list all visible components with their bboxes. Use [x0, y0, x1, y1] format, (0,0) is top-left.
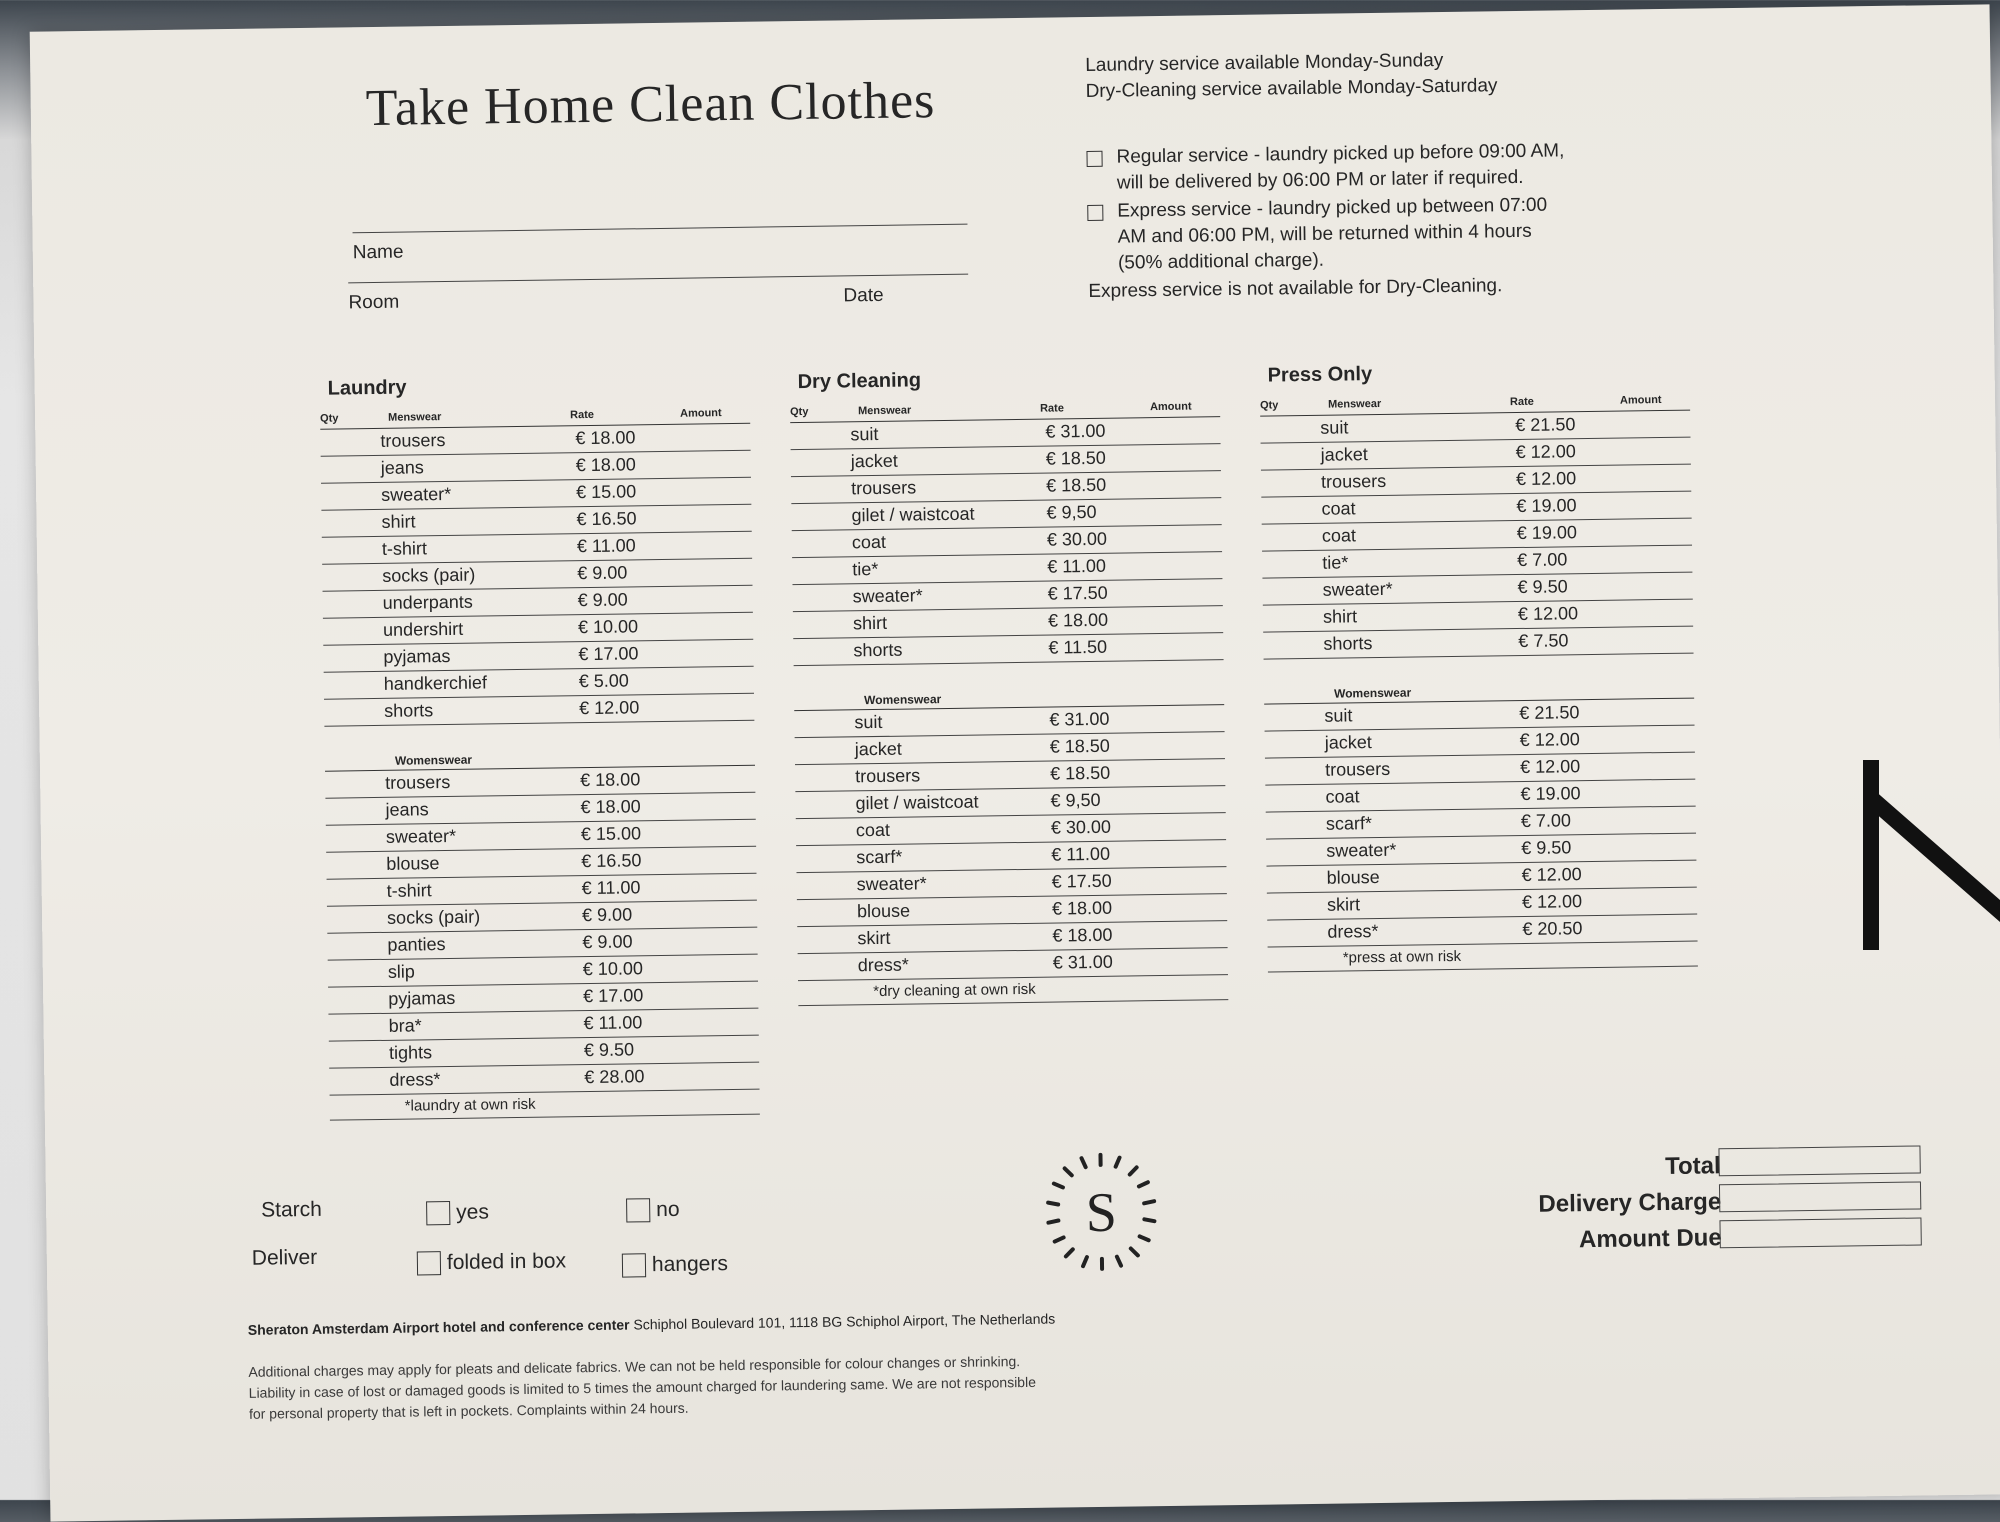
name-label: Name: [353, 242, 404, 265]
item-rate: € 9.00: [577, 562, 627, 584]
item-rate: € 5.00: [579, 670, 629, 692]
item-name: shirt: [381, 511, 415, 532]
logo-letter: S: [1085, 1182, 1117, 1244]
laundry-menswear-list: [320, 424, 754, 727]
starch-yes-label: yes: [456, 1200, 489, 1224]
item-name: gilet / waistcoat: [851, 504, 974, 527]
item-name: blouse: [386, 853, 439, 875]
amount-due-field[interactable]: [1719, 1217, 1921, 1248]
amount-due-label: Amount Due: [1579, 1224, 1722, 1254]
item-name: suit: [850, 424, 878, 445]
item-name: jacket: [855, 739, 902, 761]
item-name: sweater*: [386, 826, 456, 848]
amount-due-row: [1421, 1217, 1921, 1260]
item-name: sweater*: [1322, 579, 1392, 601]
rate-header: Rate: [1040, 402, 1064, 414]
item-rate: € 9.50: [1517, 576, 1567, 598]
laundry-section: [320, 372, 760, 1121]
item-name: sweater*: [381, 484, 451, 506]
item-rate: € 11.00: [577, 535, 636, 557]
regular-service-line2: will be delivered by 06:00 PM or later if required.: [1117, 163, 1647, 196]
item-rate: € 28.00: [584, 1066, 644, 1088]
express-service-line1: Express service - laundry picked up between 07:00: [1117, 191, 1647, 224]
item-name: panties: [387, 934, 445, 956]
express-service-note: Express service is not available for Dry-Cleaning.: [1088, 271, 1648, 305]
item-rate: € 12.00: [1516, 468, 1576, 490]
item-rate: € 18.00: [1052, 898, 1112, 920]
item-name: dress*: [858, 955, 909, 977]
item-rate: € 18.50: [1046, 448, 1106, 470]
item-rate: € 18.00: [580, 769, 640, 791]
item-name: coat: [1325, 786, 1359, 807]
dry-cleaning-footnote-row: [798, 975, 1228, 1006]
item-name: dress*: [1327, 921, 1378, 943]
background-mark-icon: [1855, 760, 2000, 960]
item-rate: € 9,50: [1046, 502, 1096, 524]
item-name: scarf*: [1326, 813, 1372, 835]
item-rate: € 18.00: [1052, 925, 1112, 947]
express-service-line2: AM and 06:00 PM, will be returned within 4 hours: [1117, 217, 1647, 250]
dry-cleaning-availability: Dry-Cleaning service available Monday-Saturday: [1085, 73, 1497, 105]
item-name: trousers: [1325, 759, 1390, 781]
item-rate: € 19.00: [1517, 522, 1577, 544]
menswear-header: Menswear: [388, 411, 441, 424]
item-rate: € 9.50: [1521, 837, 1571, 859]
item-rate: € 17.00: [583, 985, 643, 1007]
laundry-footnote-row: [330, 1090, 760, 1121]
item-name: pyjamas: [388, 988, 455, 1010]
item-name: tie*: [852, 559, 878, 580]
item-rate: € 18.00: [576, 454, 636, 476]
item-rate: € 31.00: [1045, 421, 1105, 443]
item-rate: € 11.00: [582, 877, 641, 899]
item-name: socks (pair): [382, 565, 475, 587]
item-rate: € 11.50: [1048, 637, 1107, 659]
delivery-charge-field[interactable]: [1719, 1181, 1921, 1212]
regular-service-checkbox[interactable]: [1086, 151, 1102, 167]
item-name: shirt: [1323, 606, 1357, 627]
total-label: Total: [1665, 1152, 1721, 1181]
room-label: Room: [348, 292, 399, 315]
item-rate: € 11.00: [1051, 844, 1110, 866]
item-rate: € 31.00: [1053, 952, 1113, 974]
regular-service-line1: Regular service - laundry picked up before 09:00 AM,: [1116, 137, 1646, 170]
item-rate: € 9.00: [582, 931, 632, 953]
deliver-label: Deliver: [252, 1246, 318, 1271]
amount-header: Amount: [1150, 401, 1192, 414]
express-service-option: [1087, 191, 1648, 277]
item-name: trousers: [855, 765, 920, 787]
item-name: tights: [389, 1042, 432, 1064]
delivery-charge-label: Delivery Charge: [1538, 1188, 1721, 1219]
qty-header: Qty: [320, 412, 339, 424]
item-rate: € 7.50: [1518, 630, 1568, 652]
disclaimer-line: for personal property that is left in pockets. Complaints within 24 hours.: [249, 1388, 1369, 1425]
item-rate: € 17.50: [1047, 583, 1107, 605]
dry-cleaning-footnote: *dry cleaning at own risk: [873, 981, 1036, 1000]
item-name: suit: [1320, 417, 1348, 438]
disclaimer-line: Liability in case of lost or damaged goods is limited to 5 times the amount charged for laundering same. We are not responsible: [249, 1367, 1369, 1404]
item-rate: € 9.50: [584, 1039, 634, 1061]
item-rate: € 19.00: [1520, 783, 1580, 805]
hotel-name: Sheraton Amsterdam Airport hotel and conference center: [248, 1317, 630, 1338]
deliver-folded-option[interactable]: [417, 1249, 566, 1275]
amount-header: Amount: [1620, 394, 1662, 407]
item-rate: € 17.50: [1052, 871, 1112, 893]
item-name: sweater*: [857, 873, 927, 895]
item-rate: € 21.50: [1519, 702, 1579, 724]
item-name: shorts: [1323, 633, 1372, 655]
item-name: coat: [1321, 498, 1355, 519]
item-name: coat: [1322, 525, 1356, 546]
item-name: suit: [1324, 705, 1352, 726]
date-label: Date: [843, 285, 883, 308]
item-rate: € 18.50: [1050, 736, 1110, 758]
dry-cleaning-section: [790, 365, 1229, 1006]
item-name: handkerchief: [384, 672, 487, 694]
item-name: skirt: [1327, 894, 1360, 915]
item-name: gilet / waistcoat: [855, 792, 978, 815]
item-rate: € 12.00: [1516, 441, 1576, 463]
item-name: pyjamas: [383, 646, 450, 668]
item-name: jacket: [851, 451, 898, 473]
item-rate: € 12.00: [1520, 729, 1580, 751]
starch-yes-option[interactable]: [426, 1200, 489, 1225]
item-name: shirt: [853, 613, 887, 634]
disclaimer: [248, 1346, 1369, 1425]
starch-no-option[interactable]: [626, 1198, 680, 1223]
rate-header: Rate: [570, 409, 594, 421]
dry-cleaning-womenswear-list: [794, 705, 1228, 981]
laundry-womenswear-list: [325, 766, 759, 1096]
item-name: bra*: [388, 1015, 421, 1036]
item-rate: € 11.00: [583, 1012, 642, 1034]
item-rate: € 30.00: [1051, 817, 1111, 839]
totals-box: [1420, 1145, 1921, 1260]
disclaimer-line: Additional charges may apply for pleats and delicate fabrics. We can not be held responsible for colour changes or shrinking.: [248, 1346, 1368, 1383]
menswear-header: Menswear: [1328, 398, 1381, 411]
laundry-footnote: *laundry at own risk: [405, 1096, 536, 1115]
item-rate: € 9.00: [582, 904, 632, 926]
item-rate: € 20.50: [1522, 918, 1582, 940]
laundry-form: [30, 4, 2000, 1521]
item-rate: € 18.50: [1046, 475, 1106, 497]
qty-header: Qty: [790, 406, 809, 418]
item-name: dress*: [389, 1069, 440, 1091]
availability-info: [1085, 47, 1498, 105]
service-options: [1086, 137, 1648, 305]
item-rate: € 10.00: [578, 616, 638, 638]
laundry-heading: Laundry: [328, 372, 750, 401]
dry-cleaning-menswear-list: [790, 417, 1223, 666]
qty-header: Qty: [1260, 399, 1279, 411]
deliver-folded-label: folded in box: [447, 1249, 566, 1275]
sheraton-logo-icon: [1035, 1146, 1167, 1278]
dry-cleaning-heading: Dry Cleaning: [798, 365, 1220, 394]
name-field[interactable]: [353, 224, 968, 234]
item-rate: € 10.00: [583, 958, 643, 980]
item-rate: € 12.00: [579, 697, 639, 719]
item-rate: € 30.00: [1047, 529, 1107, 551]
item-rate: € 9.00: [578, 589, 628, 611]
deliver-hangers-label: hangers: [652, 1252, 728, 1277]
form-title: Take Home Clean Clothes: [365, 71, 935, 138]
item-rate: € 7.00: [1517, 549, 1567, 571]
item-name: sweater*: [853, 585, 923, 607]
item-name: underpants: [383, 592, 473, 614]
womenswear-label: Womenswear: [1334, 686, 1411, 701]
starch-label: Starch: [261, 1198, 322, 1223]
menswear-header: Menswear: [858, 404, 911, 417]
press-only-footnote: *press at own risk: [1343, 948, 1462, 967]
express-service-line3: (50% additional charge).: [1118, 243, 1648, 276]
item-rate: € 12.00: [1521, 864, 1581, 886]
item-name: trousers: [380, 430, 445, 452]
item-rate: € 19.00: [1516, 495, 1576, 517]
item-name: t-shirt: [387, 880, 432, 902]
item-name: trousers: [851, 477, 916, 499]
item-rate: € 9,50: [1050, 790, 1100, 812]
deliver-folded-checkbox[interactable]: [417, 1251, 441, 1275]
express-service-checkbox[interactable]: [1087, 205, 1103, 221]
hotel-address: [248, 1311, 1056, 1338]
item-rate: € 17.00: [578, 643, 638, 665]
item-rate: € 21.50: [1515, 414, 1575, 436]
item-rate: € 18.50: [1050, 763, 1110, 785]
item-name: coat: [856, 820, 890, 841]
press-only-womenswear-list: [1264, 699, 1697, 948]
deliver-hangers-checkbox[interactable]: [622, 1253, 646, 1277]
item-rate: € 15.00: [581, 823, 641, 845]
womenswear-label: Womenswear: [864, 692, 941, 707]
room-date-field[interactable]: [348, 274, 968, 284]
item-rate: € 18.00: [575, 427, 635, 449]
starch-yes-checkbox[interactable]: [426, 1201, 450, 1225]
item-name: undershirt: [383, 619, 463, 641]
item-name: socks (pair): [387, 907, 480, 929]
item-name: scarf*: [856, 847, 902, 869]
press-only-footnote-row: [1268, 942, 1698, 973]
laundry-availability: Laundry service available Monday-Sunday: [1085, 47, 1497, 79]
item-name: slip: [388, 961, 415, 982]
starch-no-label: no: [656, 1198, 680, 1222]
item-rate: € 12.00: [1518, 603, 1578, 625]
item-name: trousers: [385, 772, 450, 794]
price-row: [793, 633, 1223, 666]
hotel-street-address: Schiphol Boulevard 101, 1118 BG Schiphol Airport, The Netherlands: [633, 1311, 1055, 1333]
item-rate: € 16.50: [581, 850, 641, 872]
regular-service-option: [1086, 137, 1647, 197]
item-rate: € 18.00: [580, 796, 640, 818]
price-row: [1263, 627, 1693, 660]
item-name: blouse: [857, 901, 910, 923]
item-name: sweater*: [1326, 840, 1396, 862]
item-name: skirt: [857, 928, 890, 949]
total-field[interactable]: [1718, 1145, 1920, 1176]
item-rate: € 12.00: [1522, 891, 1582, 913]
item-rate: € 11.00: [1047, 556, 1106, 578]
item-name: jacket: [1321, 444, 1368, 466]
item-name: blouse: [1326, 867, 1379, 889]
item-name: tie*: [1322, 552, 1348, 573]
item-name: jacket: [1325, 732, 1372, 754]
item-name: jeans: [381, 457, 424, 479]
item-name: jeans: [385, 799, 428, 821]
press-only-heading: Press Only: [1267, 359, 1689, 388]
item-name: t-shirt: [382, 538, 427, 560]
starch-no-checkbox[interactable]: [626, 1198, 650, 1222]
rate-header: Rate: [1510, 396, 1534, 408]
item-rate: € 12.00: [1520, 756, 1580, 778]
womenswear-label: Womenswear: [395, 753, 472, 768]
amount-header: Amount: [680, 407, 722, 420]
item-rate: € 16.50: [576, 508, 636, 530]
item-name: coat: [852, 532, 886, 553]
press-only-menswear-list: [1260, 411, 1693, 660]
item-rate: € 7.00: [1521, 810, 1571, 832]
item-name: shorts: [384, 700, 433, 722]
press-only-section: [1259, 359, 1697, 973]
deliver-hangers-option[interactable]: [622, 1252, 728, 1277]
item-rate: € 18.00: [1048, 610, 1108, 632]
item-name: trousers: [1321, 471, 1386, 493]
item-rate: € 31.00: [1049, 709, 1109, 731]
item-name: shorts: [853, 640, 902, 662]
item-rate: € 15.00: [576, 481, 636, 503]
price-row: [324, 694, 754, 727]
item-name: suit: [854, 712, 882, 733]
